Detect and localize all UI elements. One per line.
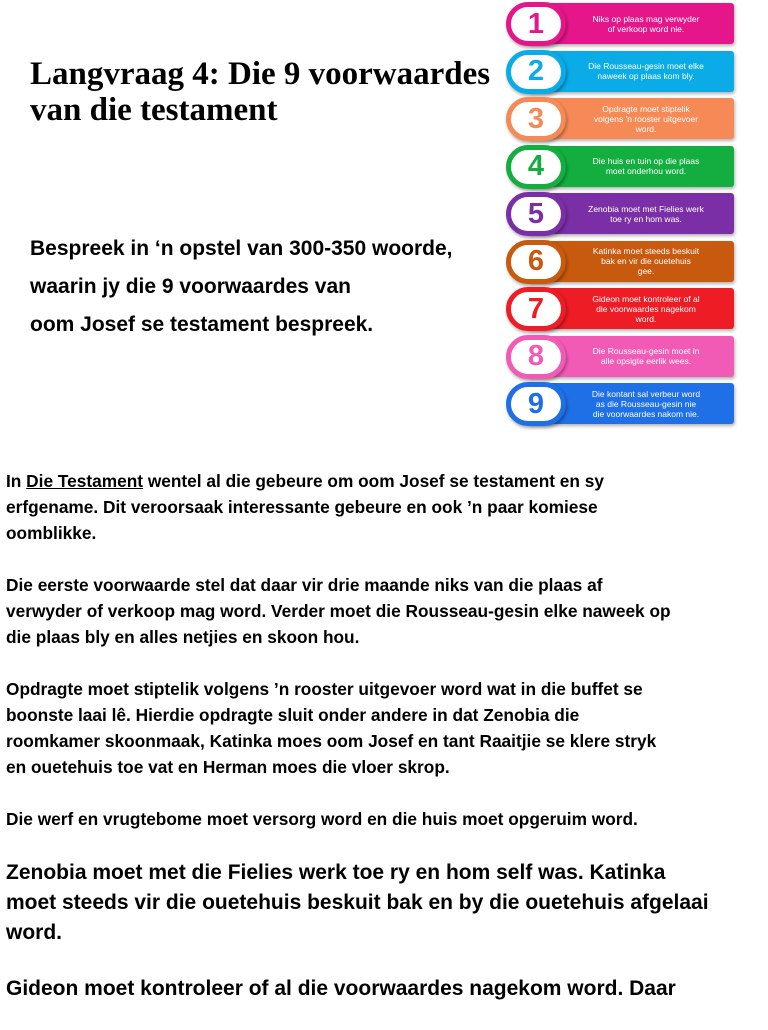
- condition-text: [588, 61, 704, 81]
- paragraph-1: [6, 468, 766, 546]
- condition-number: 4: [527, 150, 545, 182]
- condition-text-line: naweek op plaas kom bly.: [597, 71, 695, 81]
- condition-text-line: die voorwaardes nakom nie.: [592, 408, 700, 419]
- prompt-line-2: waarin jy die 9 voorwaardes van: [30, 275, 351, 298]
- paragraph-5-line: moet steeds vir die ouetehuis beskuit bak en by die ouetehuis afgelaai: [6, 891, 709, 914]
- condition-number: 9: [527, 387, 545, 420]
- conditions-infographic: [506, 2, 738, 430]
- paragraph-1-rest: wentel al die gebeure om oom Josef se testament en sy: [143, 471, 604, 491]
- prompt-line-1: Bespreek in ‘n opstel van 300-350 woorde,: [30, 237, 453, 260]
- condition-text-line: Die kontant sal verbeur word: [591, 388, 701, 399]
- condition-text: [592, 294, 699, 324]
- condition-item: [506, 240, 738, 284]
- condition-number-badge: [506, 145, 566, 189]
- title-line-1: Langvraag 4: Die 9 voorwaardes: [30, 56, 491, 92]
- condition-text-line: toe ry en hom was.: [610, 213, 682, 224]
- condition-item: [506, 335, 738, 379]
- condition-text-line: die voorwaardes nagekom: [596, 303, 696, 314]
- condition-text: [594, 104, 698, 134]
- condition-text: [593, 346, 700, 366]
- condition-number-badge: [506, 97, 566, 141]
- condition-number: 1: [527, 7, 545, 40]
- condition-text: [593, 14, 700, 34]
- condition-number-badge: [506, 50, 566, 94]
- condition-number-badge: [506, 240, 566, 284]
- page-title: [30, 56, 550, 128]
- condition-text-line: bak en vir die ouetehuis: [601, 256, 691, 266]
- paragraph-5: [6, 858, 766, 948]
- condition-text-line: Die Rousseau-gesin moet elke: [588, 61, 704, 71]
- condition-item: [506, 2, 738, 46]
- condition-number: 6: [527, 245, 545, 277]
- condition-number: 5: [527, 197, 545, 230]
- condition-number-badge: [506, 382, 566, 426]
- condition-text: [592, 389, 700, 419]
- essay-body: [6, 468, 766, 1030]
- condition-item: [506, 97, 738, 141]
- condition-number-badge: [506, 335, 566, 379]
- condition-text: [593, 156, 700, 176]
- paragraph-4: [6, 806, 766, 832]
- condition-text-line: Katinka moet steeds beskuit: [592, 246, 700, 256]
- paragraph-5-line: word.: [6, 921, 62, 944]
- paragraph-3: [6, 676, 766, 780]
- paragraph-2-line: verwyder of verkoop mag word. Verder moet die Rousseau-gesin elke naweek op: [6, 601, 671, 621]
- condition-item: [506, 192, 738, 236]
- paragraph-1-prefix: In: [6, 471, 27, 491]
- condition-item: [506, 50, 738, 94]
- paragraph-4-line: Die werf en vrugtebome moet versorg word en die huis moet opgeruim word.: [6, 809, 638, 829]
- condition-text-line: Gideon moet kontroleer of al: [592, 293, 700, 304]
- paragraph-2-line: die plaas bly en alles netjies en skoon hou.: [6, 627, 360, 647]
- condition-text-line: volgens 'n rooster uitgevoer: [593, 113, 699, 124]
- prompt-line-3: oom Josef se testament bespreek.: [30, 313, 374, 336]
- condition-text-line: gee.: [637, 266, 655, 276]
- condition-number: 2: [527, 55, 545, 87]
- condition-text-line: of verkoop word nie.: [607, 23, 685, 34]
- condition-item: [506, 145, 738, 189]
- condition-number-badge: [506, 287, 566, 331]
- condition-item: [506, 287, 738, 331]
- paragraph-3-line: en ouetehuis toe vat en Herman moes die vloer skrop.: [6, 757, 450, 777]
- condition-item: [506, 382, 738, 426]
- paragraph-1-line-3: oomblikke.: [6, 523, 97, 543]
- condition-text-line: word.: [635, 313, 657, 324]
- paragraph-5-line: Zenobia moet met die Fielies werk toe ry en hom self was. Katinka: [6, 861, 666, 884]
- condition-text-line: alle opsigte eerlik wees.: [600, 356, 692, 366]
- paragraph-3-line: boonste laai lê. Hierdie opdragte sluit onder andere in dat Zenobia die: [6, 705, 580, 725]
- condition-text-line: Opdragte moet stiptelik: [602, 103, 690, 114]
- condition-number: 3: [527, 102, 545, 135]
- condition-number-badge: [506, 192, 566, 236]
- paragraph-2-line: Die eerste voorwaarde stel dat daar vir drie maande niks van die plaas af: [6, 575, 603, 595]
- paragraph-2: [6, 572, 766, 650]
- paragraph-6: [6, 974, 766, 1004]
- condition-text-line: Die huis en tuin op die plaas: [592, 156, 700, 166]
- title-line-2: van die testament: [30, 92, 278, 128]
- paragraph-3-line: Opdragte moet stiptelik volgens ’n rooster uitgevoer word wat in die buffet se: [6, 679, 643, 699]
- condition-text-line: moet onderhou word.: [605, 166, 687, 176]
- condition-text-line: Zenobia moet met Fielies werk: [588, 203, 704, 214]
- paragraph-1-line-1: [6, 468, 766, 494]
- book-title-link: Die Testament: [26, 471, 144, 491]
- paragraph-1-line-2: erfgename. Dit veroorsaak interessante gebeure en ook ’n paar komiese: [6, 497, 598, 517]
- essay-prompt: [30, 230, 500, 344]
- condition-number: 8: [527, 340, 545, 372]
- condition-text: [593, 246, 699, 276]
- condition-text-line: Niks op plaas mag verwyder: [592, 13, 700, 24]
- paragraph-3-line: roomkamer skoonmaak, Katinka moes oom Josef en tant Raaitjie se klere stryk: [6, 731, 657, 751]
- condition-number-badge: [506, 2, 566, 46]
- condition-number: 7: [527, 292, 545, 325]
- condition-text-line: as die Rousseau-gesin nie: [595, 398, 697, 409]
- condition-text: [588, 204, 704, 224]
- paragraph-6-line: Gideon moet kontroleer of al die voorwaardes nagekom word. Daar: [6, 977, 676, 1000]
- condition-text-line: word.: [635, 123, 657, 134]
- condition-text-line: Die Rousseau-gesin moet in: [592, 346, 700, 356]
